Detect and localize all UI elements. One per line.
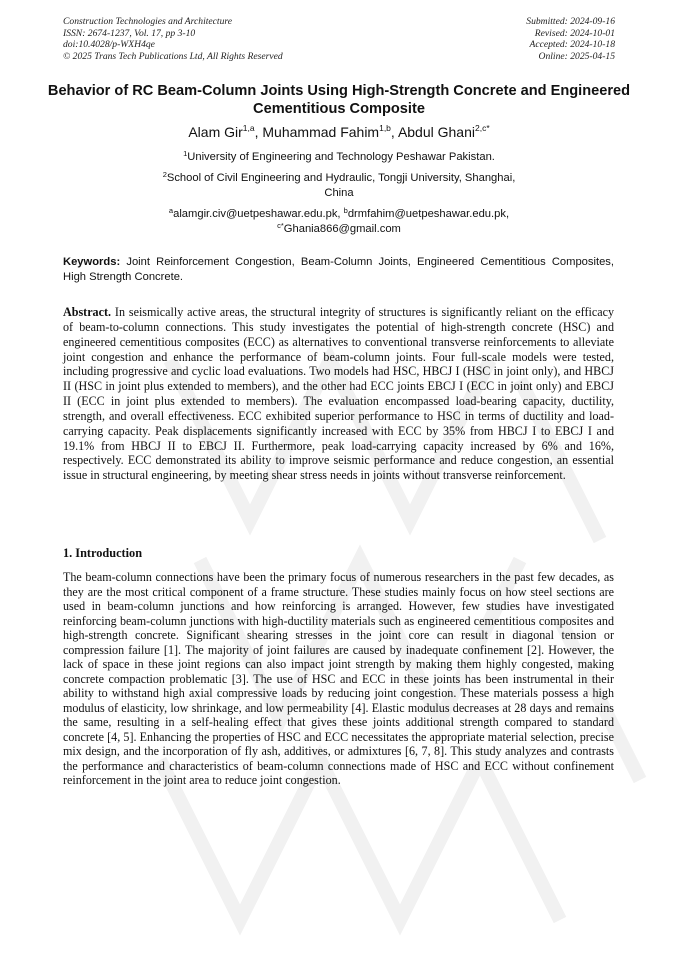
journal-info <box>63 16 283 62</box>
author-superscript: 2,c* <box>475 123 490 133</box>
author-list <box>30 124 648 140</box>
email-link[interactable]: drmfahim@uetpeshawar.edu.pk, <box>347 208 510 220</box>
affiliation-1 <box>60 150 618 165</box>
author-name: Muhammad Fahim <box>262 124 380 140</box>
issn: ISSN: 2674-1237, Vol. 17, pp 3-10 <box>63 27 196 39</box>
email-superscript: a <box>168 206 174 215</box>
author-separator: , <box>254 124 263 140</box>
introduction-paragraph: The beam-column connections have been the primary focus of numerous researchers in the past few decades, as they are the most critical component of a frame structure. These studies mainly focus on how steel sections are used in beam-column junctions and how reinforcing is arranged. However, few studies have investigated reinforcing beam-column junctions with high-ductility materials such as engineered cementitious composites and high-strength concrete. Significant shearing stresses in the joint core can result in diagonal tension or compression failure [1]. The majority of joint failures are caused by inadequate confinement [2]. However, the lack of space in these joint regions can also impact joint strength by making them highly congested, making concrete compaction problematic [3]. The use of HSC and ECC in these joints has been instrumental in their ability to withstand high axial compressive loads by reducing joint congestion. These materials possess a high modulus of elasticity, low shrinkage, and low permeability [4]. Elastic modulus decreases at 28 days and remains the same, resulting in a self-healing effect that gives these joints additional strength compared to standard concrete [4, 5]. Enhancing the properties of HSC and ECC necessitates the appropriate material selection, precise mix design, and the incorporation of fly ash, additives, or admixtures [6, 7, 8]. This study analyzes and contrasts the performance and characteristics of beam-column connections made of HSC and ECC without confinement reinforcement in the joint area to reduce joint congestion. <box>63 570 614 787</box>
email-link[interactable]: alamgir.civ@uetpeshawar.edu.pk, <box>173 208 344 220</box>
keywords-paragraph <box>63 255 614 285</box>
abstract-label: Abstract. <box>63 305 112 319</box>
author-name: Alam Gir <box>188 124 243 140</box>
author-superscript: 1,b <box>379 123 391 133</box>
email-superscript: b <box>343 206 348 215</box>
submitted-date: Submitted: 2024-09-16 <box>526 16 615 27</box>
abstract-paragraph <box>63 305 614 483</box>
author-superscript: 1,a <box>242 123 255 133</box>
affiliation-text: School of Civil Engineering and Hydraulic, Tongji University, Shanghai, China <box>166 172 516 199</box>
accepted-date: Accepted: 2024-10-18 <box>529 39 615 50</box>
paper-title: Behavior of RC Beam-Column Joints Using High-Strength Concrete and Engineered Cementitious Composite <box>47 83 631 117</box>
submission-dates <box>526 16 615 62</box>
abstract-text: In seismically active areas, the structural integrity of structures is significantly reliant on the efficacy of beam-to-column connections. This study investigates the potential of high-strength concrete (HSC) and engineered cementitious composites (ECC) as alternatives to conventional transverse reinforcements to alleviate joint congestion and enhance the performance of beam-column joints. Four full-scale models were tested, including progressive and cyclic load evaluations. Two models had HSC, HBCJ I (HSC in joint only), and HBCJ II (HSC in joint plus extended to members), and the other had ECC joints EBCJ I (ECC in joint only) and EBCJ II (ECC in joint plus extended to members). The evaluation encompassed load-bearing capacity, ductility, strength, and overall effectiveness. ECC exhibited superior performance to HSC in terms of ductility and load-carrying capacity. Peak displacements significantly increased with ECC by 35% from HBCJ I to EBCJ I and 19.1% from HBCJ II to EBCJ II. Furthermore, peak load-carrying capacity increased by 6% and 16%, respectively. ECC demonstrated its ability to improve seismic performance and reduce congestion, an essential issue in structural engineering, by meeting shear stress needs in joints without transverse reinforcement. <box>63 305 614 483</box>
email-list <box>130 207 548 237</box>
revised-date: Revised: 2024-10-01 <box>534 27 615 39</box>
keywords-text: Joint Reinforcement Congestion, Beam-Column Joints, Engineered Cementitious Composites, High Strength Concrete. <box>63 256 615 283</box>
journal-name: Construction Technologies and Architecture <box>63 16 233 27</box>
section-heading: 1. Introduction <box>63 546 143 560</box>
affiliation-superscript: 2 <box>162 170 167 179</box>
affiliation-2 <box>150 171 528 201</box>
keywords-label: Keywords: <box>63 256 121 268</box>
author-separator: , <box>390 124 398 140</box>
affiliation-superscript: 1 <box>183 149 188 158</box>
author-name: Abdul Ghani <box>397 124 475 140</box>
doi: doi:10.4028/p-WXH4qe <box>63 39 155 50</box>
email-superscript: c* <box>277 221 284 230</box>
affiliation-text: University of Engineering and Technology Peshawar Pakistan. <box>187 151 495 163</box>
online-date: Online: 2025-04-15 <box>538 50 615 62</box>
email-link[interactable]: Ghania866@gmail.com <box>283 223 401 235</box>
copyright: © 2025 Trans Tech Publications Ltd, All Rights Reserved <box>63 50 283 62</box>
